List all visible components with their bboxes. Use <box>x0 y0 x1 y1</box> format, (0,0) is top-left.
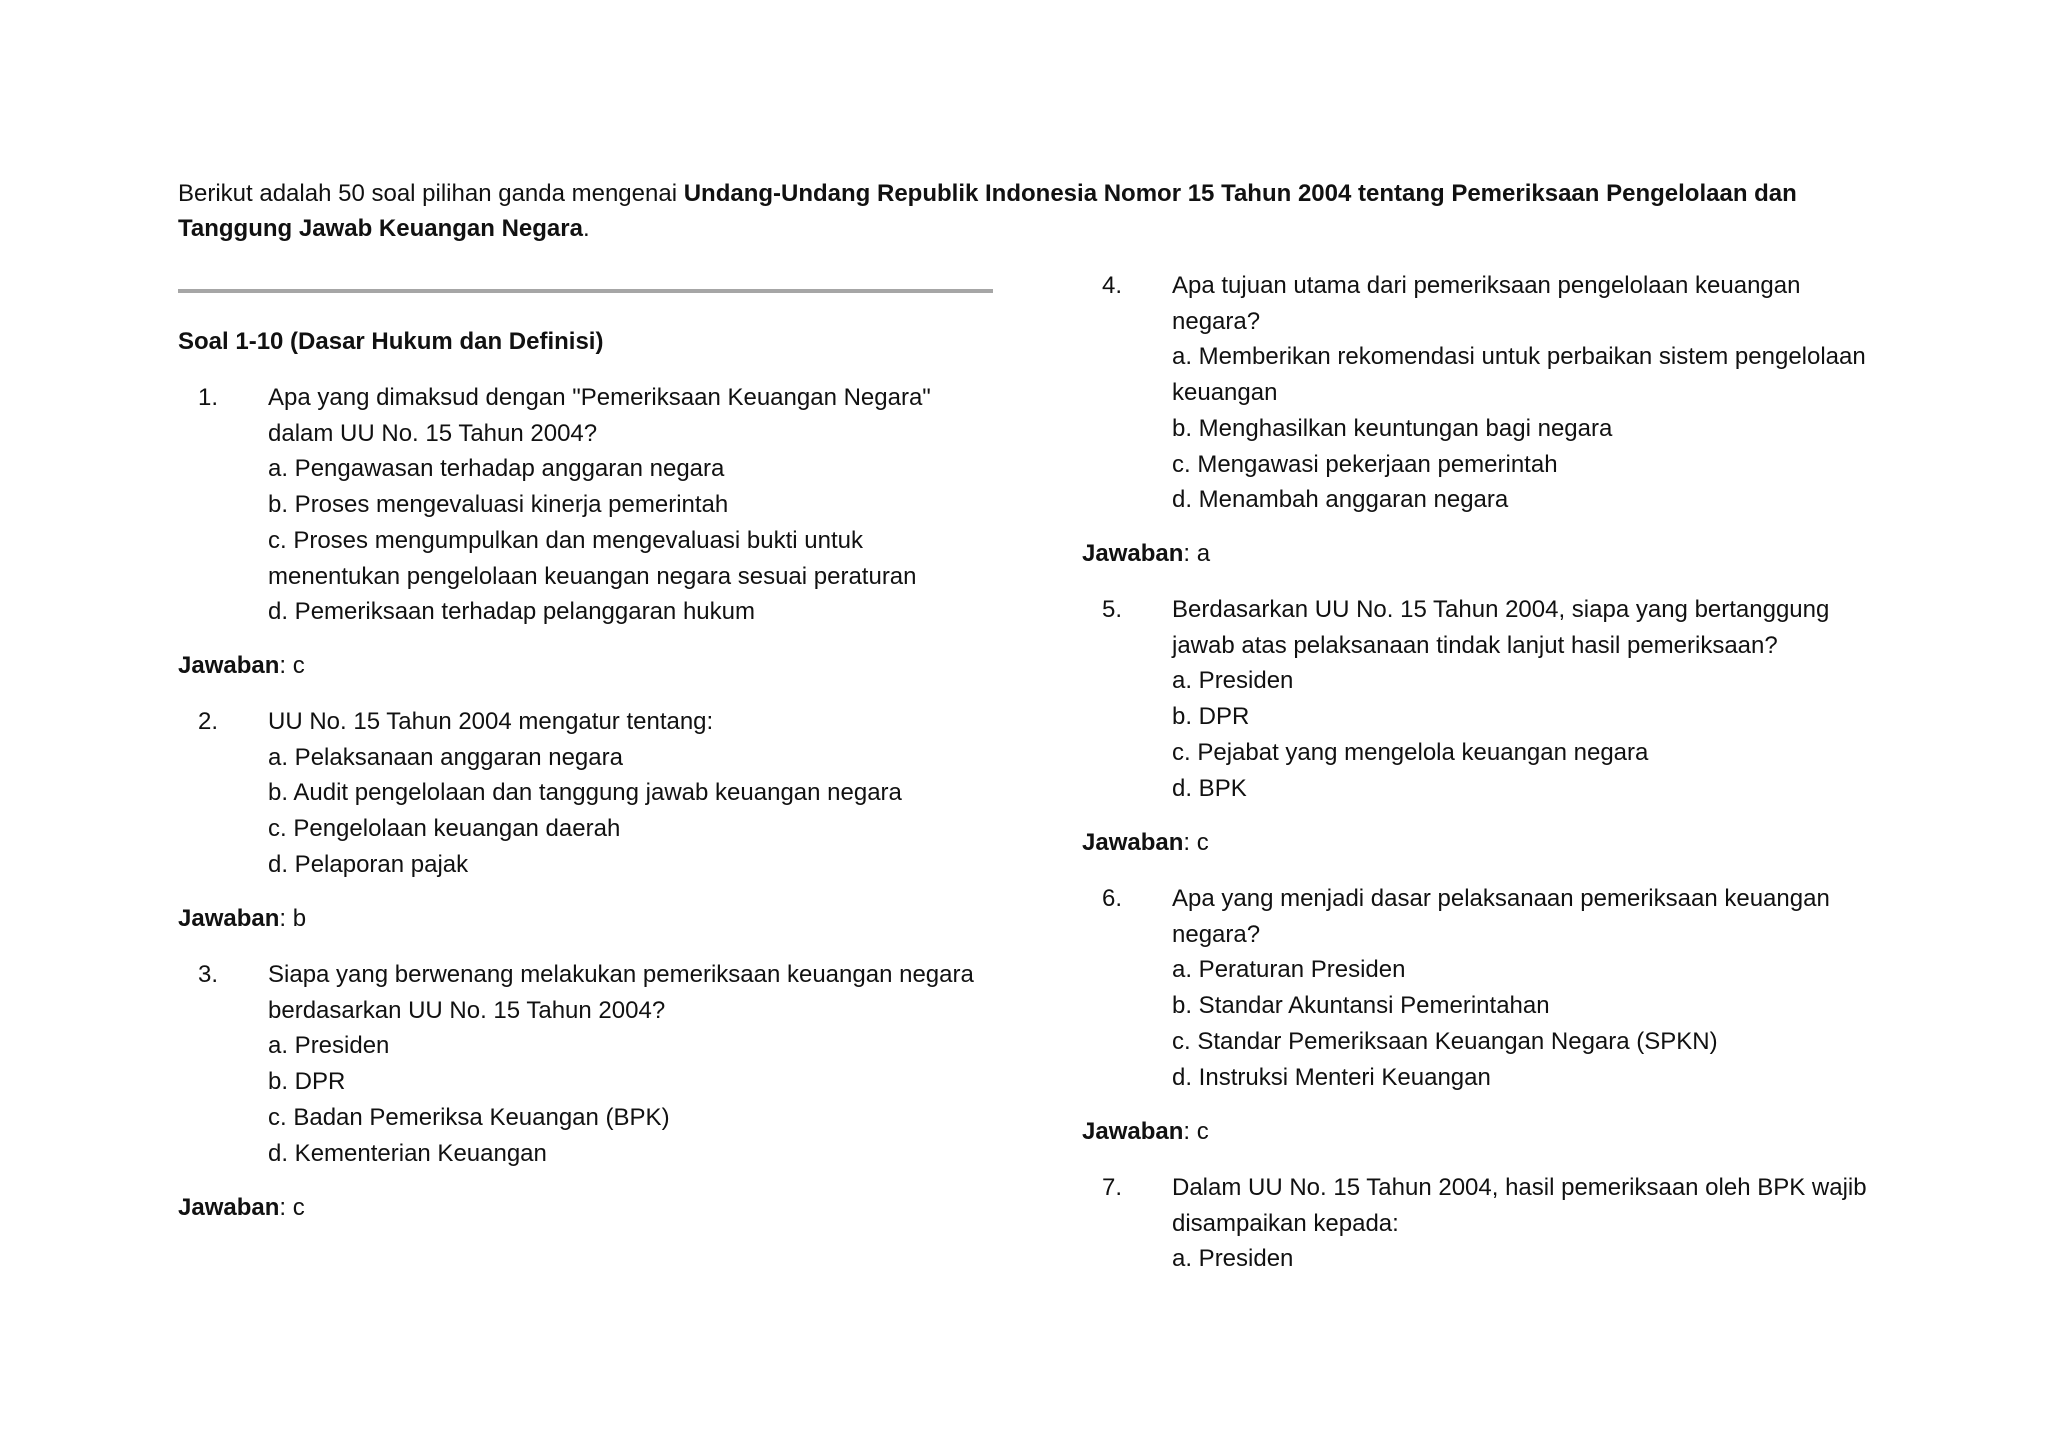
option-line: b. Proses mengevaluasi kinerja pemerintah <box>268 491 729 519</box>
option-line: b. Standar Akuntansi Pemerintahan <box>1172 992 1550 1020</box>
answer-label: Jawaban <box>178 905 280 932</box>
answer-1 <box>178 648 305 683</box>
option-line: keuangan <box>1172 379 1278 407</box>
intro-suffix: . <box>582 215 590 242</box>
answer-label: Jawaban <box>1082 540 1184 567</box>
answer-3 <box>178 1190 305 1225</box>
question-number: 7. <box>1101 1174 1122 1201</box>
question-text-line: berdasarkan UU No. 15 Tahun 2004? <box>268 996 666 1024</box>
answer-value: : c <box>279 1194 305 1221</box>
answer-value: : a <box>1183 540 1211 567</box>
question-text-line: jawab atas pelaksanaan tindak lanjut hasil pemeriksaan? <box>1172 631 1778 659</box>
answer-value: : c <box>1183 829 1209 856</box>
question-text-line: negara? <box>1172 307 1261 335</box>
option-line: d. Instruksi Menteri Keuangan <box>1172 1063 1491 1091</box>
question-body <box>1172 592 1829 806</box>
answer-label: Jawaban <box>1082 829 1184 856</box>
question-number: 3. <box>197 961 218 988</box>
intro-paragraph <box>178 176 1878 246</box>
option-line: b. Audit pengelolaan dan tanggung jawab keuangan negara <box>268 779 902 807</box>
intro-bold-title: Undang-Undang Republik Indonesia Nomor 15 Tahun 2004 tentang Pemeriksaan Pengelolaan dan Tanggung Jawab Keuangan Negara <box>178 180 1797 242</box>
option-line: c. Pengelolaan keuangan daerah <box>268 815 621 843</box>
option-line: a. Presiden <box>1172 1245 1294 1273</box>
question-text-line: Apa yang dimaksud dengan "Pemeriksaan Keuangan Negara" <box>268 384 931 411</box>
answer-5 <box>1082 825 1209 860</box>
option-line: d. Kementerian Keuangan <box>268 1139 547 1167</box>
question-number: 1. <box>197 384 218 411</box>
option-line: c. Proses mengumpulkan dan mengevaluasi bukti untuk <box>268 526 864 554</box>
answer-2 <box>178 901 306 936</box>
answer-value: : c <box>1183 1118 1209 1145</box>
option-line: c. Pejabat yang mengelola keuangan negara <box>1172 738 1649 766</box>
option-line: c. Mengawasi pekerjaan pemerintah <box>1172 450 1558 478</box>
question-body <box>268 704 902 883</box>
question-number: 6. <box>1101 885 1122 912</box>
answer-value: : c <box>279 652 305 679</box>
question-text-line: Dalam UU No. 15 Tahun 2004, hasil pemeriksaan oleh BPK wajib <box>1172 1174 1867 1201</box>
question-body <box>268 957 974 1171</box>
intro-prefix: Berikut adalah 50 soal pilihan ganda mengenai <box>178 180 684 207</box>
question-body <box>1172 1170 1867 1277</box>
option-line: b. DPR <box>1172 703 1250 731</box>
question-body <box>268 380 931 630</box>
question-text-line: Apa tujuan utama dari pemeriksaan pengelolaan keuangan <box>1172 272 1801 299</box>
answer-label: Jawaban <box>178 652 280 679</box>
option-line: b. DPR <box>268 1068 346 1096</box>
question-text-line: Apa yang menjadi dasar pelaksanaan pemeriksaan keuangan <box>1172 885 1830 912</box>
answer-4 <box>1082 536 1210 571</box>
option-line: d. BPK <box>1172 774 1247 802</box>
option-line: d. Menambah anggaran negara <box>1172 486 1509 514</box>
option-line: menentukan pengelolaan keuangan negara sesuai peraturan <box>268 562 917 590</box>
answer-label: Jawaban <box>1082 1118 1184 1145</box>
option-line: a. Pelaksanaan anggaran negara <box>268 743 623 771</box>
answer-6 <box>1082 1114 1209 1149</box>
question-number: 4. <box>1101 272 1122 299</box>
question-text-line: UU No. 15 Tahun 2004 mengatur tentang: <box>268 708 714 735</box>
option-line: d. Pelaporan pajak <box>268 850 469 878</box>
question-number: 2. <box>197 708 218 735</box>
option-line: b. Menghasilkan keuntungan bagi negara <box>1172 414 1613 442</box>
question-body <box>1172 268 1866 518</box>
option-line: a. Pengawasan terhadap anggaran negara <box>268 455 725 483</box>
option-line: a. Peraturan Presiden <box>1172 956 1406 984</box>
question-text-line: negara? <box>1172 920 1261 948</box>
question-body <box>1172 881 1830 1095</box>
option-line: a. Memberikan rekomendasi untuk perbaikan sistem pengelolaan <box>1172 343 1866 371</box>
question-text-line: disampaikan kepada: <box>1172 1209 1399 1237</box>
option-line: c. Badan Pemeriksa Keuangan (BPK) <box>268 1103 670 1131</box>
horizontal-divider <box>178 289 993 293</box>
question-text-line: Berdasarkan UU No. 15 Tahun 2004, siapa yang bertanggung <box>1172 596 1830 623</box>
question-text-line: Siapa yang berwenang melakukan pemeriksaan keuangan negara <box>268 961 974 988</box>
answer-value: : b <box>279 905 307 932</box>
section-heading: Soal 1-10 (Dasar Hukum dan Definisi) <box>178 328 604 355</box>
answer-label: Jawaban <box>178 1194 280 1221</box>
question-text-line: dalam UU No. 15 Tahun 2004? <box>268 419 598 447</box>
option-line: c. Standar Pemeriksaan Keuangan Negara (SPKN) <box>1172 1027 1718 1055</box>
option-line: a. Presiden <box>1172 667 1294 695</box>
option-line: a. Presiden <box>268 1032 390 1060</box>
option-line: d. Pemeriksaan terhadap pelanggaran hukum <box>268 598 755 626</box>
question-number: 5. <box>1101 596 1122 623</box>
